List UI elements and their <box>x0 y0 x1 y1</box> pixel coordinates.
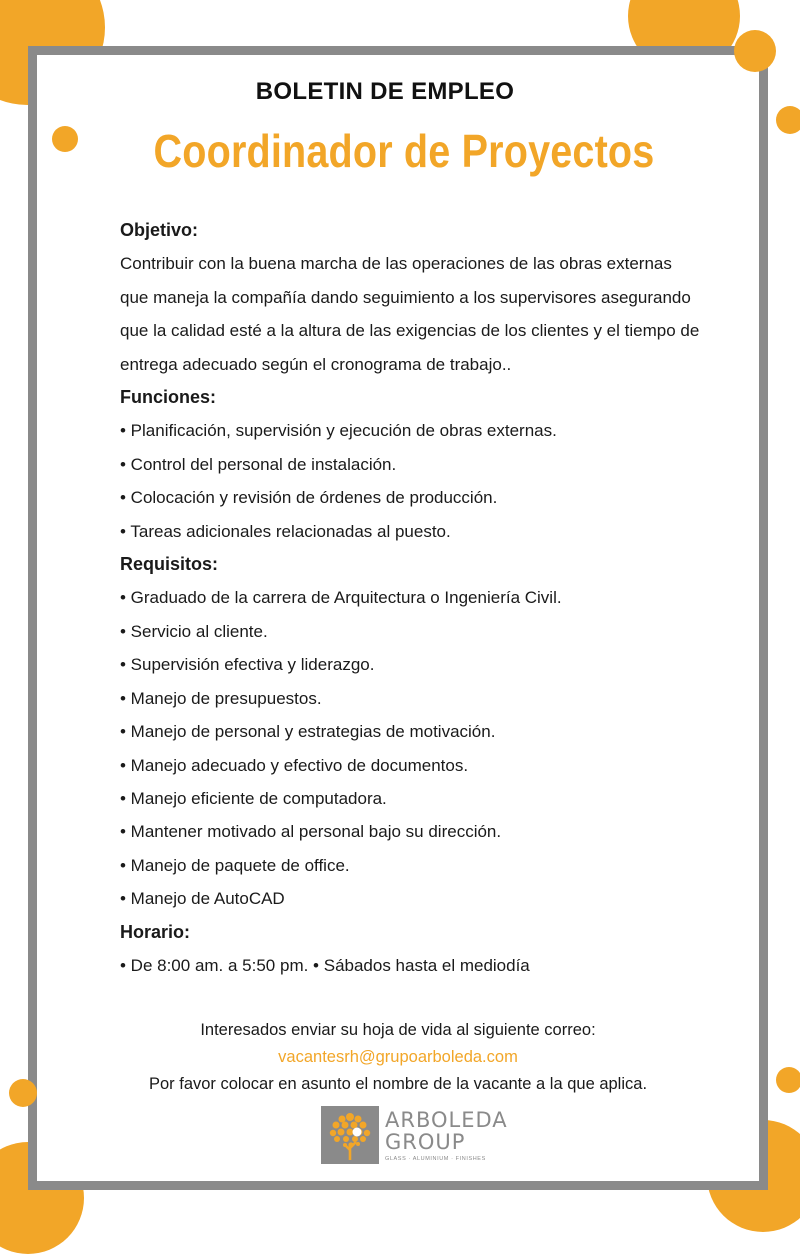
contact-note: Por favor colocar en asunto el nombre de la vacante a la que aplica. <box>148 1075 648 1093</box>
funciones-item: • Colocación y revisión de órdenes de producción. <box>120 488 498 508</box>
contact-footer <box>0 1017 796 1098</box>
contact-email-link[interactable]: vacantesrh@grupoarboleda.com <box>278 1048 518 1066</box>
job-title: Coordinador de Proyectos <box>153 125 655 177</box>
logo-wordmark-line1: ARBOLEDA <box>385 1108 508 1132</box>
funciones-heading: Funciones: <box>120 387 217 408</box>
requisitos-item: • Manejo de AutoCAD <box>120 889 285 909</box>
objetivo-line: que maneja la compañía dando seguimiento a los supervisores asegurando <box>120 287 691 307</box>
objetivo-heading: Objetivo: <box>120 220 199 240</box>
requisitos-heading: Requisitos: <box>120 554 219 575</box>
contact-instructions: Interesados enviar su hoja de vida al siguiente correo: <box>200 1021 596 1039</box>
horario-line: • De 8:00 am. a 5:50 pm. • Sábados hasta el mediodía <box>120 955 530 975</box>
funciones-item: • Planificación, supervisión y ejecución de obras externas. <box>120 421 557 441</box>
requisitos-item: • Graduado de la carrera de Arquitectura o Ingeniería Civil. <box>120 588 562 608</box>
logo-tagline: GLASS · ALUMINIUM · FINISHES <box>385 1156 486 1162</box>
requisitos-item: • Manejo de personal y estrategias de motivación. <box>120 722 496 742</box>
requisitos-item: • Manejo eficiente de computadora. <box>120 788 387 808</box>
bulletin-title: BOLETIN DE EMPLEO <box>255 78 515 105</box>
requisitos-item: • Mantener motivado al personal bajo su dirección. <box>120 822 502 842</box>
job-content <box>120 214 700 982</box>
decor-dot-right-upper <box>776 106 800 134</box>
decor-dot-right-top <box>734 30 776 72</box>
requisitos-item: • Manejo de paquete de office. <box>120 855 350 875</box>
requisitos-item: • Supervisión efectiva y liderazgo. <box>120 655 375 675</box>
objetivo-line: entrega adecuado según el cronograma de trabajo.. <box>120 354 512 374</box>
requisitos-item: • Manejo de presupuestos. <box>120 688 322 708</box>
funciones-item: • Control del personal de instalación. <box>120 454 397 474</box>
requisitos-item: • Manejo adecuado y efectivo de documentos. <box>120 755 469 775</box>
objetivo-line: Contribuir con la buena marcha de las operaciones de las obras externas <box>120 254 672 274</box>
horario-heading: Horario: <box>120 921 191 942</box>
company-logo <box>321 1106 508 1166</box>
requisitos-item: • Servicio al cliente. <box>120 621 268 641</box>
funciones-item: • Tareas adicionales relacionadas al puesto. <box>120 521 451 541</box>
logo-wordmark-line2: GROUP <box>385 1130 466 1154</box>
tree-icon <box>321 1106 379 1164</box>
logo-icon-box <box>321 1106 379 1164</box>
objetivo-line: que la calidad esté a la altura de las exigencias de los clientes y el tiempo de <box>120 321 700 341</box>
